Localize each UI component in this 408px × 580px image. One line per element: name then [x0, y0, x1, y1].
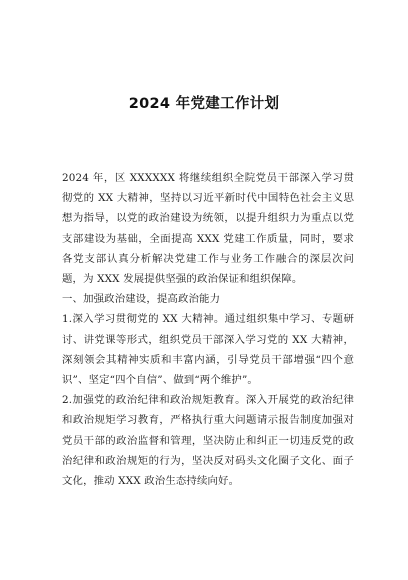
- document-body: [62, 168, 354, 491]
- item-paragraph-1: 1.深入学习贯彻党的 XX 大精神。通过组织集中学习、专题研讨、讲党课等形式，组织党员干部深入学习党的 XX 大精神，深刻领会其精神实质和丰富内涵，引导党员干部增强“四个意识”、坚定“四个自信”、做到“两个维护”。: [62, 313, 354, 387]
- intro-paragraph: 2024 年，区 XXXXXX 将继续组织全院党员干部深入学习贯彻党的 XX 大精神，坚持以习近平新时代中国特色社会主义思想为指导，以党的政治建设为统领，以提升组织力为重点以党支部建设为基础，全面提高 XXX 党建工作质量，同时，要求各党支部认真分析解决党建工作与业务工作融合的深层次问题，为 XXX 发展提供坚强的政治保证和组织保障。: [62, 172, 354, 286]
- item-paragraph-2: 2.加强党的政治纪律和政治规矩教育。深入开展党的政治纪律和政治规矩学习教育，严格执行重大问题请示报告制度加强对党员干部的政治监督和管理，坚决防止和纠正一切违反党的政治纪律和政治规矩的行为，坚决反对码头文化圈子文化、面子文化，推动 XXX 政治生态持续向好。: [62, 394, 354, 488]
- document-title: 2024 年党建工作计划: [128, 96, 280, 112]
- section-heading: 一、加强政治建设，提高政治能力: [62, 293, 221, 306]
